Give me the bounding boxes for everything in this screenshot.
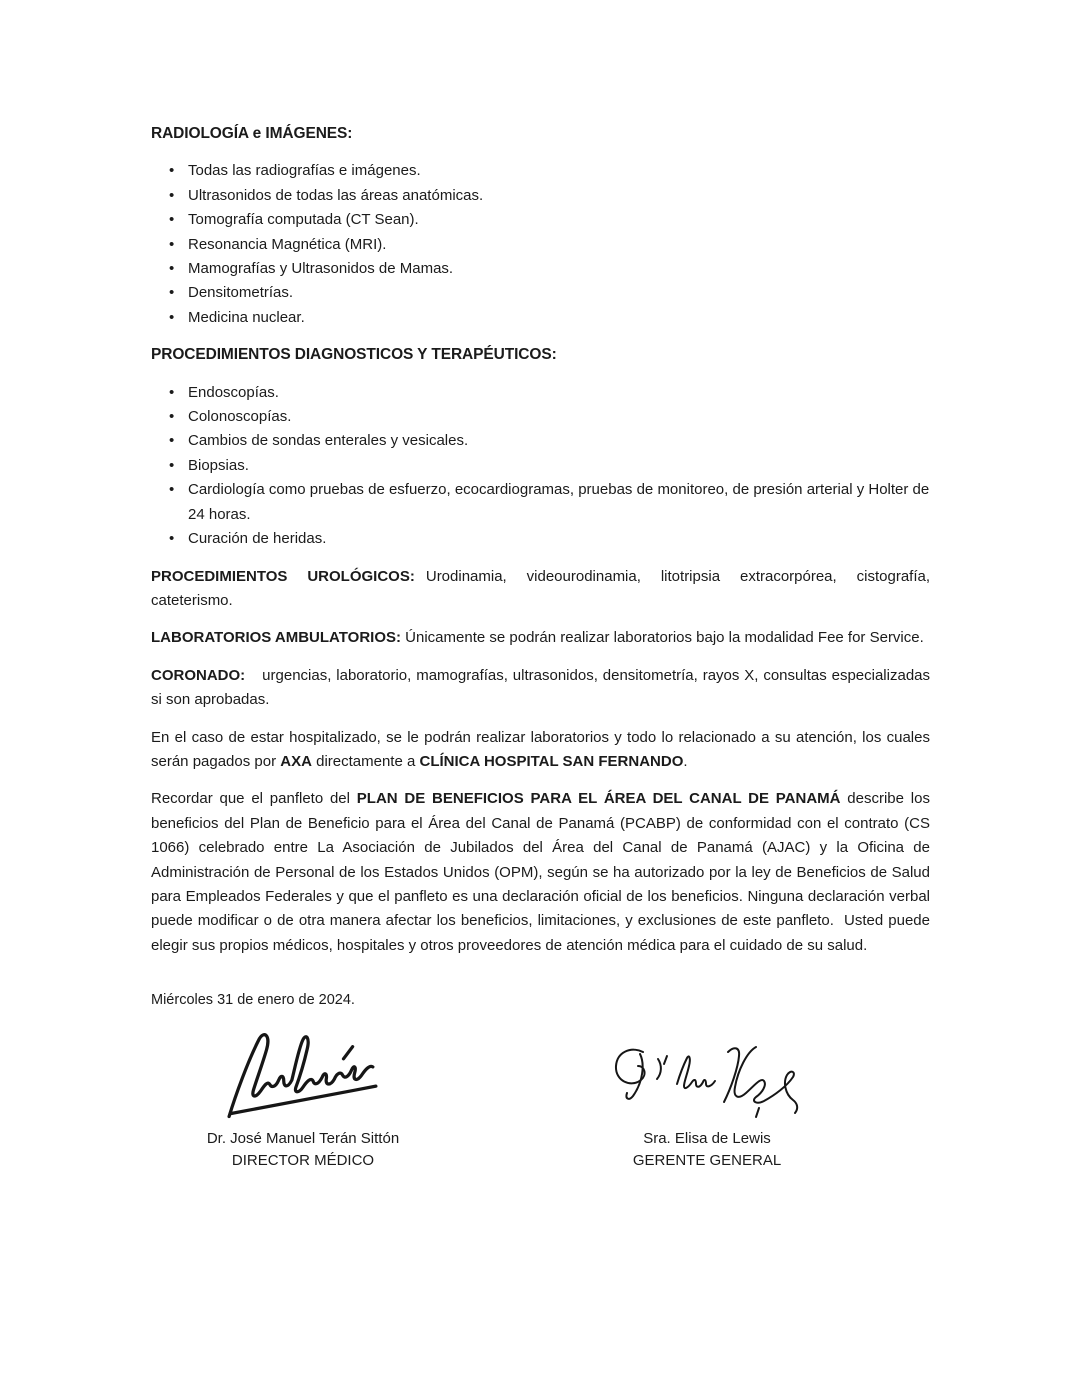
- signatory-title: DIRECTOR MÉDICO: [231, 1151, 375, 1169]
- list-item: • Ultrasonidos de todas las áreas anatómicas.: [151, 184, 930, 208]
- paragraph-label: PROCEDIMIENTOS UROLÓGICOS:: [151, 567, 415, 585]
- bold-run-clinica: CLÍNICA HOSPITAL SAN FERNANDO: [419, 752, 684, 770]
- paragraph-text: Recordar que el panfleto del: [151, 790, 357, 808]
- procedimientos-list: [151, 381, 930, 552]
- document-date: Miércoles 31 de enero de 2024.: [151, 992, 355, 1009]
- list-item: • Cambios de sondas enterales y vesicales.: [151, 429, 930, 453]
- paragraph-laboratorios: [151, 626, 930, 650]
- signature-dr-teran-icon: [222, 1029, 384, 1119]
- signatory-name: Sra. Elisa de Lewis: [643, 1129, 771, 1147]
- signatory-title: GERENTE GENERAL: [632, 1151, 782, 1169]
- paragraph-text: directamente a: [311, 752, 420, 770]
- list-item: • Endoscopías.: [151, 381, 930, 405]
- signature-director-drawing: [151, 1023, 455, 1119]
- signature-elisa-lewis-icon: [607, 1043, 807, 1119]
- paragraph-text: Únicamente se podrán realizar laboratorios bajo la modalidad Fee for Service.: [405, 629, 924, 647]
- paragraph-coronado: [151, 664, 930, 713]
- section-heading-procedimientos: PROCEDIMIENTOS DIAGNOSTICOS Y TERAPÉUTICOS:: [151, 346, 557, 364]
- paragraph-text: urgencias, laboratorio, mamografías, ultrasonidos, densitometría, rayos X, consultas especializadas si son aprobadas.: [151, 666, 930, 709]
- signatory-name: Dr. José Manuel Terán Sittón: [206, 1129, 400, 1147]
- paragraph-urologicos: [151, 565, 930, 614]
- list-item: • Medicina nuclear.: [151, 306, 930, 330]
- signature-block-gerente: [557, 1023, 857, 1171]
- paragraph-text: describe los beneficios del Plan de Beneficio para el Área del Canal de Panamá (PCABP) de conformidad con el contrato (CS 1066) celebrado entre La Asociación de Jubilados del Área del Canal de Panamá (AJAC) y la Oficina de Administración de Personal de los Estados Unidos (OPM), según se ha autorizado por la ley de Beneficios de Salud para Empleados Federales y que el panfleto es una declaración oficial de los beneficios. Ninguna declaración verbal puede modificar o de otra manera afectar los beneficios, limitaciones, y exclusiones de este panfleto. Usted puede elegir sus propios médicos, hospitales y otros proveedores de atención médica para el cuidado de su salud.: [151, 790, 930, 954]
- paragraph-label: LABORATORIOS AMBULATORIOS:: [151, 629, 401, 647]
- list-item: • Resonancia Magnética (MRI).: [151, 233, 930, 257]
- bold-run-plan: PLAN DE BENEFICIOS PARA EL ÁREA DEL CANAL DE PANAMÁ: [356, 790, 841, 808]
- paragraph-text: .: [683, 752, 688, 770]
- paragraph-text: En el caso de estar hospitalizado, se le podrán realizar laboratorios y todo lo relacionado a su atención, los cuales serán pagados por: [151, 728, 930, 770]
- paragraph-plan-beneficios: [151, 787, 930, 958]
- paragraph-label: CORONADO:: [151, 666, 246, 684]
- list-item: • Densitometrías.: [151, 281, 930, 305]
- bold-run-axa: AXA: [280, 752, 312, 770]
- list-item: • Tomografía computada (CT Sean).: [151, 208, 930, 232]
- list-item: • Biopsias.: [151, 454, 930, 478]
- list-item: • Mamografías y Ultrasonidos de Mamas.: [151, 257, 930, 281]
- section-heading-radiologia: RADIOLOGÍA e IMÁGENES:: [151, 125, 353, 142]
- signature-row: [151, 1023, 930, 1171]
- list-item: • Colonoscopías.: [151, 405, 930, 429]
- paragraph-text: Urodinamia, videourodinamia, litotripsia extracorpórea, cistografía, cateterismo.: [151, 567, 931, 609]
- paragraph-hospitalizado: [151, 726, 930, 775]
- list-item: • Todas las radiografías e imágenes.: [151, 159, 930, 183]
- signature-gerente-drawing: [557, 1023, 857, 1119]
- radiologia-list: [151, 159, 930, 330]
- signature-block-director: [151, 1023, 455, 1171]
- list-item: • Curación de heridas.: [151, 527, 930, 551]
- list-item: • Cardiología como pruebas de esfuerzo, ecocardiogramas, pruebas de monitoreo, de presión arterial y Holter de 24 horas.: [151, 478, 930, 527]
